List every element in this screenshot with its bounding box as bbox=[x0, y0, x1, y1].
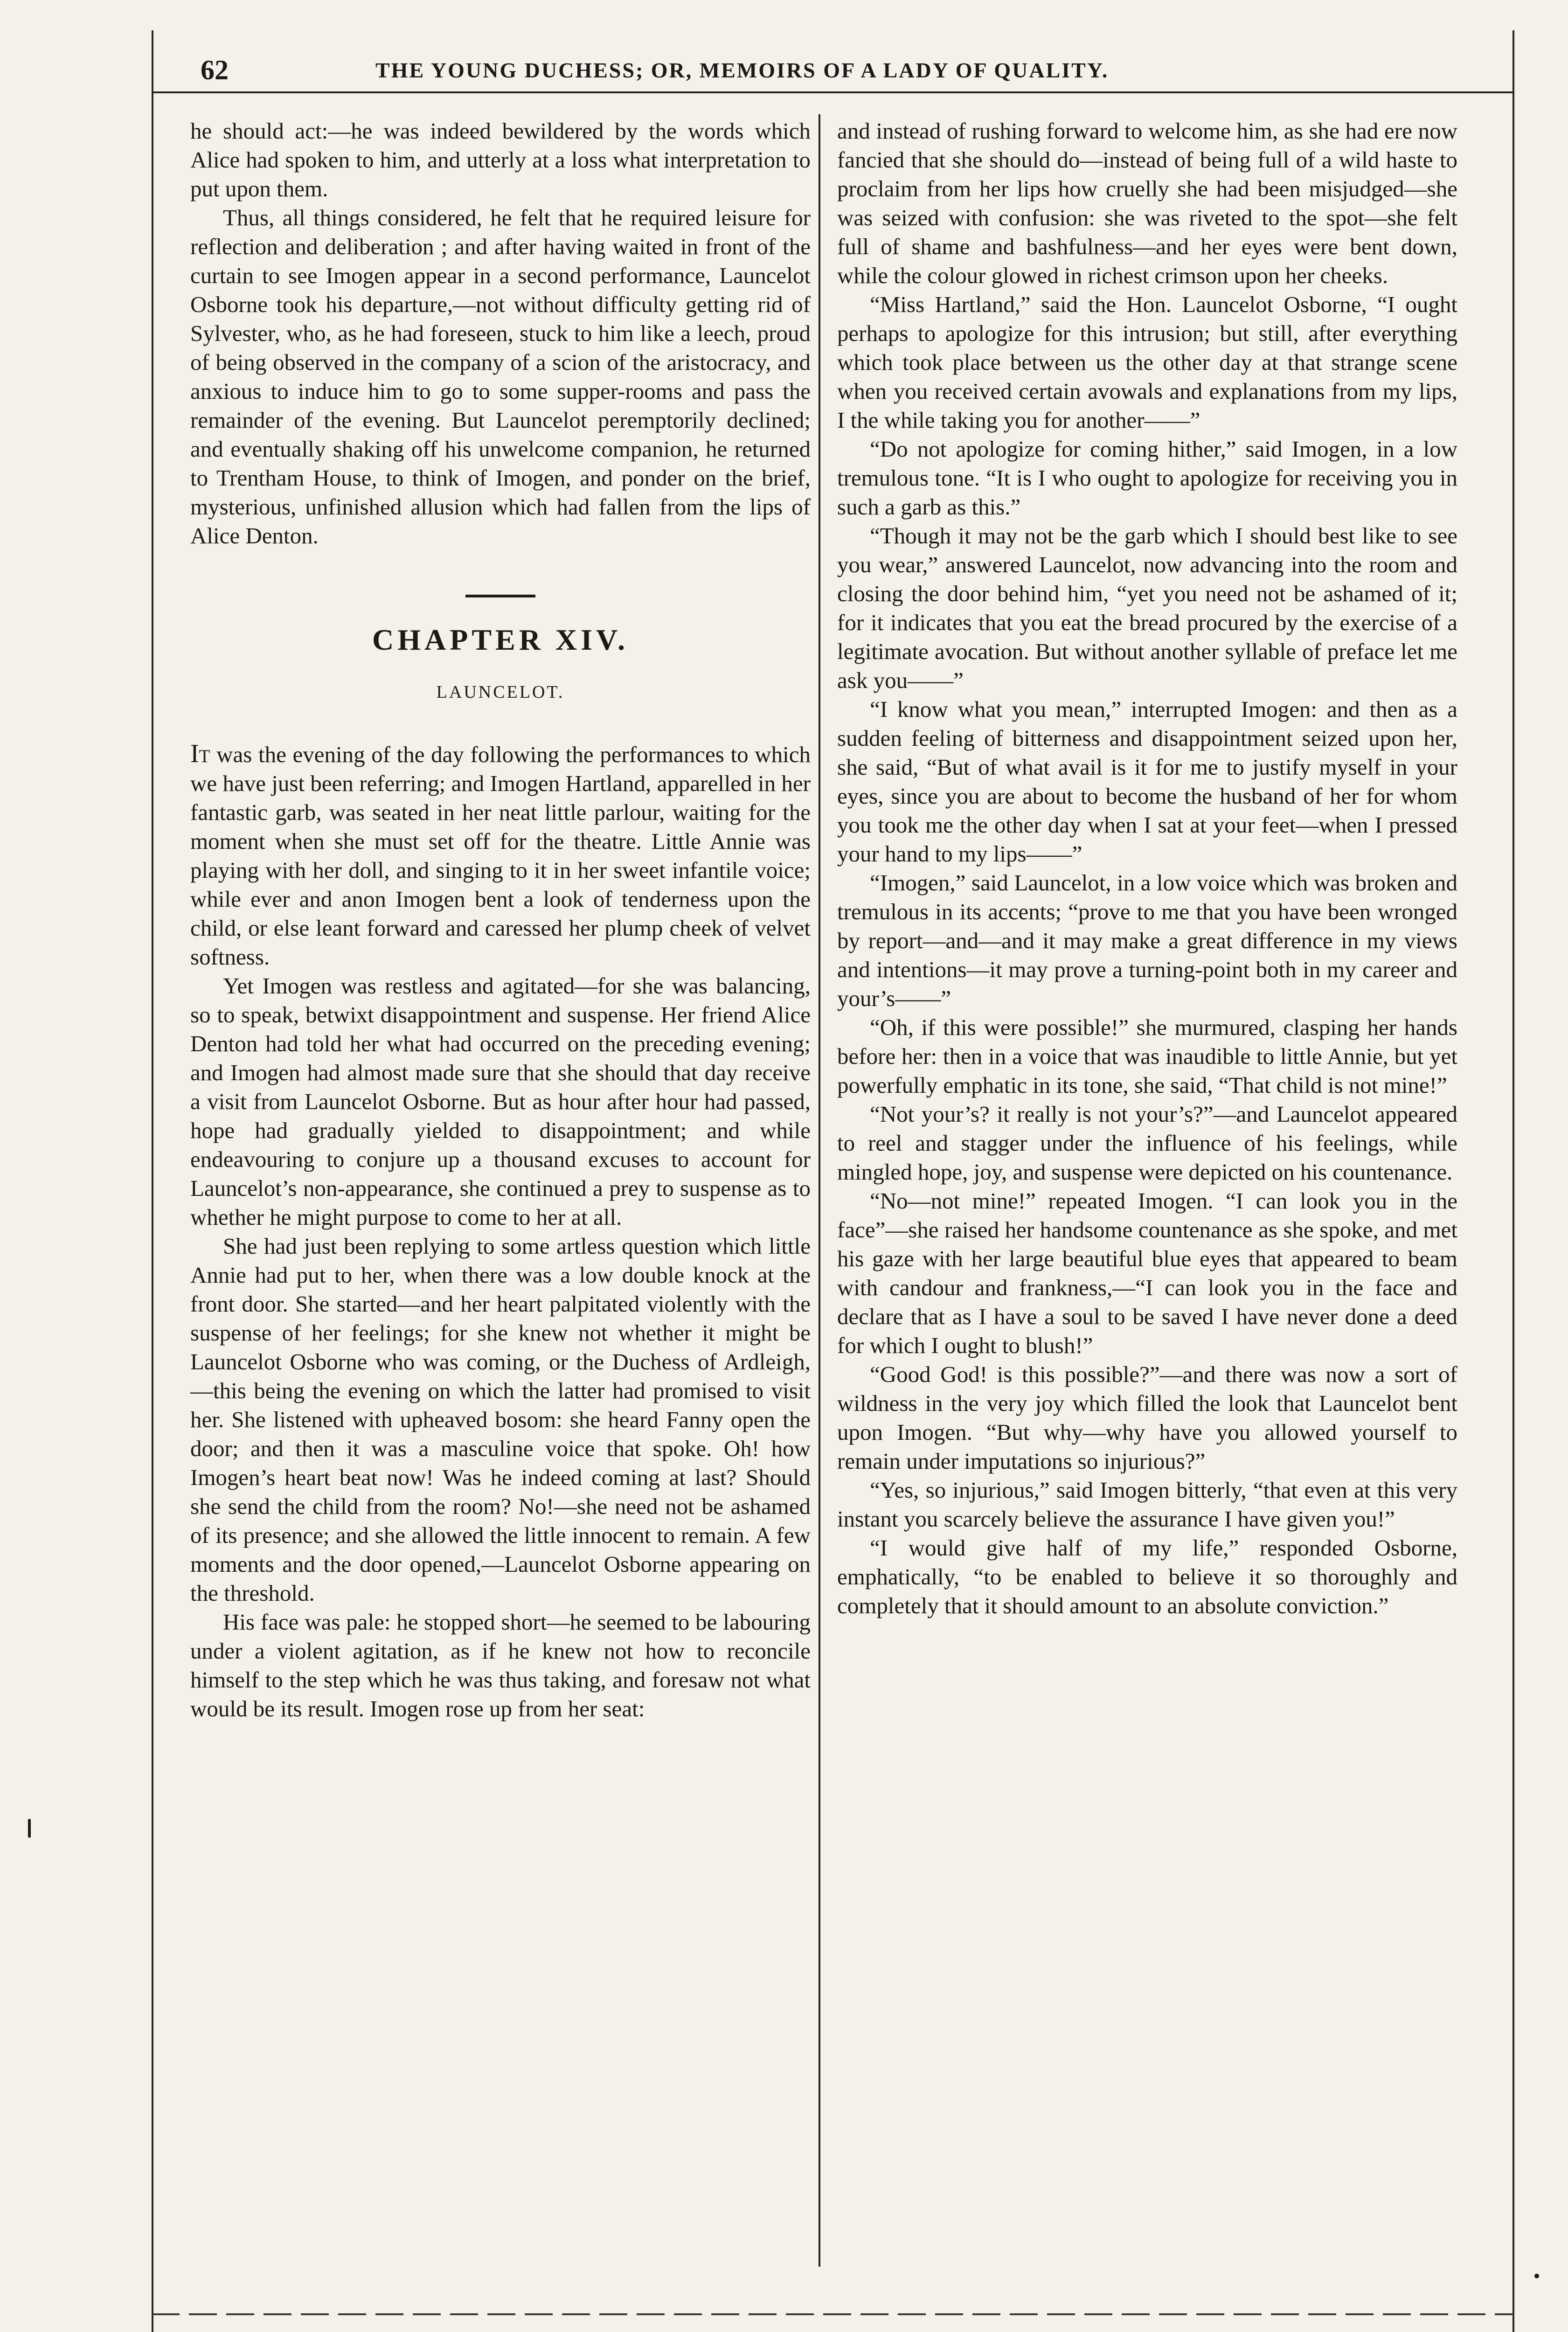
paragraph: “I would give half of my life,” responded Osborne, emphatically, “to be enabled to believe it so thoroughly and completely that it should amount to an absolute conviction.” bbox=[837, 1535, 1457, 1618]
page-number: 62 bbox=[201, 55, 229, 85]
running-head: THE YOUNG DUCHESS; OR, MEMOIRS OF A LADY OF QUALITY. bbox=[375, 58, 1109, 82]
ink-speck bbox=[1534, 2274, 1539, 2278]
page-header bbox=[152, 51, 1514, 93]
right-column bbox=[837, 117, 1457, 1620]
column-divider bbox=[819, 114, 820, 2267]
paragraph bbox=[190, 739, 811, 972]
paragraph: His face was pale: he stopped short—he seemed to be labouring under a violent agitation, as if he knew not how to reconcile himself to the step which he was thus taking, and foresaw not what would be its result. Imogen rose up from her seat: bbox=[190, 1609, 811, 1721]
paragraph: “Do not apologize for coming hither,” said Imogen, in a low tremulous tone. “It is I who ought to apologize for receiving you in such a garb as this.” bbox=[837, 436, 1457, 520]
paragraph: Yet Imogen was restless and agitated—for she was balancing, so to speak, betwixt disappointment and suspense. Her friend Alice Denton had told her what had occurred on the preceding evening; and Imogen had almost made sure that she should that day receive a visit from Launcelot Osborne. But as hour after hour had passed, hope had gradually yielded to disappointment; and while endeavouring to conjure up a thousand excuses to account for Launcelot’s non-appearance, she continued a prey to suspense as to whether he might purpose to come to her at all. bbox=[190, 973, 811, 1230]
paragraph: “No—not mine!” repeated Imogen. “I can look you in the face”—she raised her handsome countenance as she spoke, and met his gaze with her large beautiful blue eyes that appeared to beam with candour and frankness,—“I can look you in the face and declare that as I have a soul to be saved I have never done a deed for which I ought to blush!” bbox=[837, 1188, 1457, 1358]
paragraph: “Yes, so injurious,” said Imogen bitterly, “that even at this very instant you scarcely believe the assurance I have given you!” bbox=[837, 1477, 1457, 1532]
left-column bbox=[190, 117, 811, 1723]
drop-lead: It bbox=[190, 739, 210, 768]
ink-speck bbox=[28, 1819, 31, 1838]
chapter-rule bbox=[465, 595, 535, 597]
paragraph: Thus, all things considered, he felt that he required leisure for reflection and deliberation ; and after having waited in front of the curtain to see Imogen appear in a second performance, Launcelot Osborne took his departure,—not without difficulty getting rid of Sylvester, who, as he had foreseen, stuck to him like a leech, proud of being observed in the company of a scion of the aristocracy, and anxious to induce him to go to some supper-rooms and pass the remainder of the evening. But Launcelot peremptorily declined; and eventually shaking off his unwelcome companion, he returned to Trentham House, to think of Imogen, and ponder on the brief, mysterious, unfinished allusion which had fallen from the lips of Alice Denton. bbox=[190, 205, 811, 548]
paragraph: She had just been replying to some artless question which little Annie had put to her, when there was a low double knock at the front door. She started—and her heart palpitated violently with the suspense of her feelings; for she knew not whether it might be Launcelot Osborne who was coming, or the Duchess of Ardleigh,—this being the evening on which the latter had promised to visit her. She listened with upheaved bosom: she heard Fanny open the door; and then it was a masculine voice that spoke. Oh! how Imogen’s heart beat now! Was he indeed coming at last? Should she send the child from the room? No!—she need not be ashamed of its presence; and she allowed the little innocent to remain. A few moments and the door opened,—Launcelot Osborne appearing on the threshold. bbox=[190, 1233, 811, 1606]
paragraph: “Good God! is this possible?”—and there was now a sort of wildness in the very joy which filled the look that Launcelot bent upon Imogen. “But why—why have you allowed yourself to remain under imputations so injurious?” bbox=[837, 1361, 1457, 1474]
bottom-rule bbox=[152, 2313, 1514, 2315]
paragraph: “Oh, if this were possible!” she murmured, clasping her hands before her: then in a voice that was inaudible to little Annie, but yet powerfully emphatic in its tone, she said, “That child is not mine!” bbox=[837, 1014, 1457, 1098]
paragraph: he should act:—he was indeed bewildered by the words which Alice had spoken to him, and utterly at a loss what interpretation to put upon them. bbox=[190, 118, 811, 201]
chapter-title: CHAPTER XIV. bbox=[372, 623, 629, 656]
paragraph: “Not your’s? it really is not your’s?”—and Launcelot appeared to reel and stagger under the influence of his feelings, while mingled hope, joy, and suspense were depicted on his countenance. bbox=[837, 1101, 1457, 1185]
paragraph: “I know what you mean,” interrupted Imogen: and then as a sudden feeling of bitterness and disappointment seized upon her, she said, “But of what avail is it for me to justify myself in your eyes, since you are about to become the husband of her for whom you took me the other day when I sat at your feet—when I pressed your hand to my lips——” bbox=[837, 696, 1457, 867]
paragraph-text: was the evening of the day following the performances to which we have just been referring; and Imogen Hartland, apparelled in her fantastic garb, was seated in her neat little parlour, waiting for the moment when she must set off for the theatre. Little Annie was playing with her doll, and singing to it in her sweet infantile voice; while ever and anon Imogen bent a look of tenderness upon the child, or else leant forward and caressed her plump cheek of velvet softness. bbox=[190, 742, 811, 970]
chapter-subtitle: LAUNCELOT. bbox=[436, 682, 565, 702]
paragraph: “Imogen,” said Launcelot, in a low voice which was broken and tremulous in its accents; “prove to me that you have been wronged by report—and—and it may make a great difference in my views and intentions—it may prove a turning-point both in my career and your’s——” bbox=[837, 870, 1457, 1011]
paragraph: “Miss Hartland,” said the Hon. Launcelot Osborne, “I ought perhaps to apologize for this intrusion; but still, after everything which took place between us the other day at that strange scene when you received certain avowals and explanations from my lips, I the while taking you for another——” bbox=[837, 292, 1457, 433]
paragraph: “Though it may not be the garb which I should best like to see you wear,” answered Launcelot, now advancing into the room and closing the door behind him, “yet you need not be ashamed of it; for it indicates that you eat the bread procured by the exercise of a legitimate avocation. But without another syllable of preface let me ask you——” bbox=[837, 523, 1457, 693]
paragraph: and instead of rushing forward to welcome him, as she had ere now fancied that she should do—instead of being full of a wild haste to proclaim from her lips how cruelly she had been misjudged—she was seized with confusion: she was riveted to the spot—she felt full of shame and bashfulness—and her eyes were bent down, while the colour glowed in richest crimson upon her cheeks. bbox=[837, 118, 1457, 288]
